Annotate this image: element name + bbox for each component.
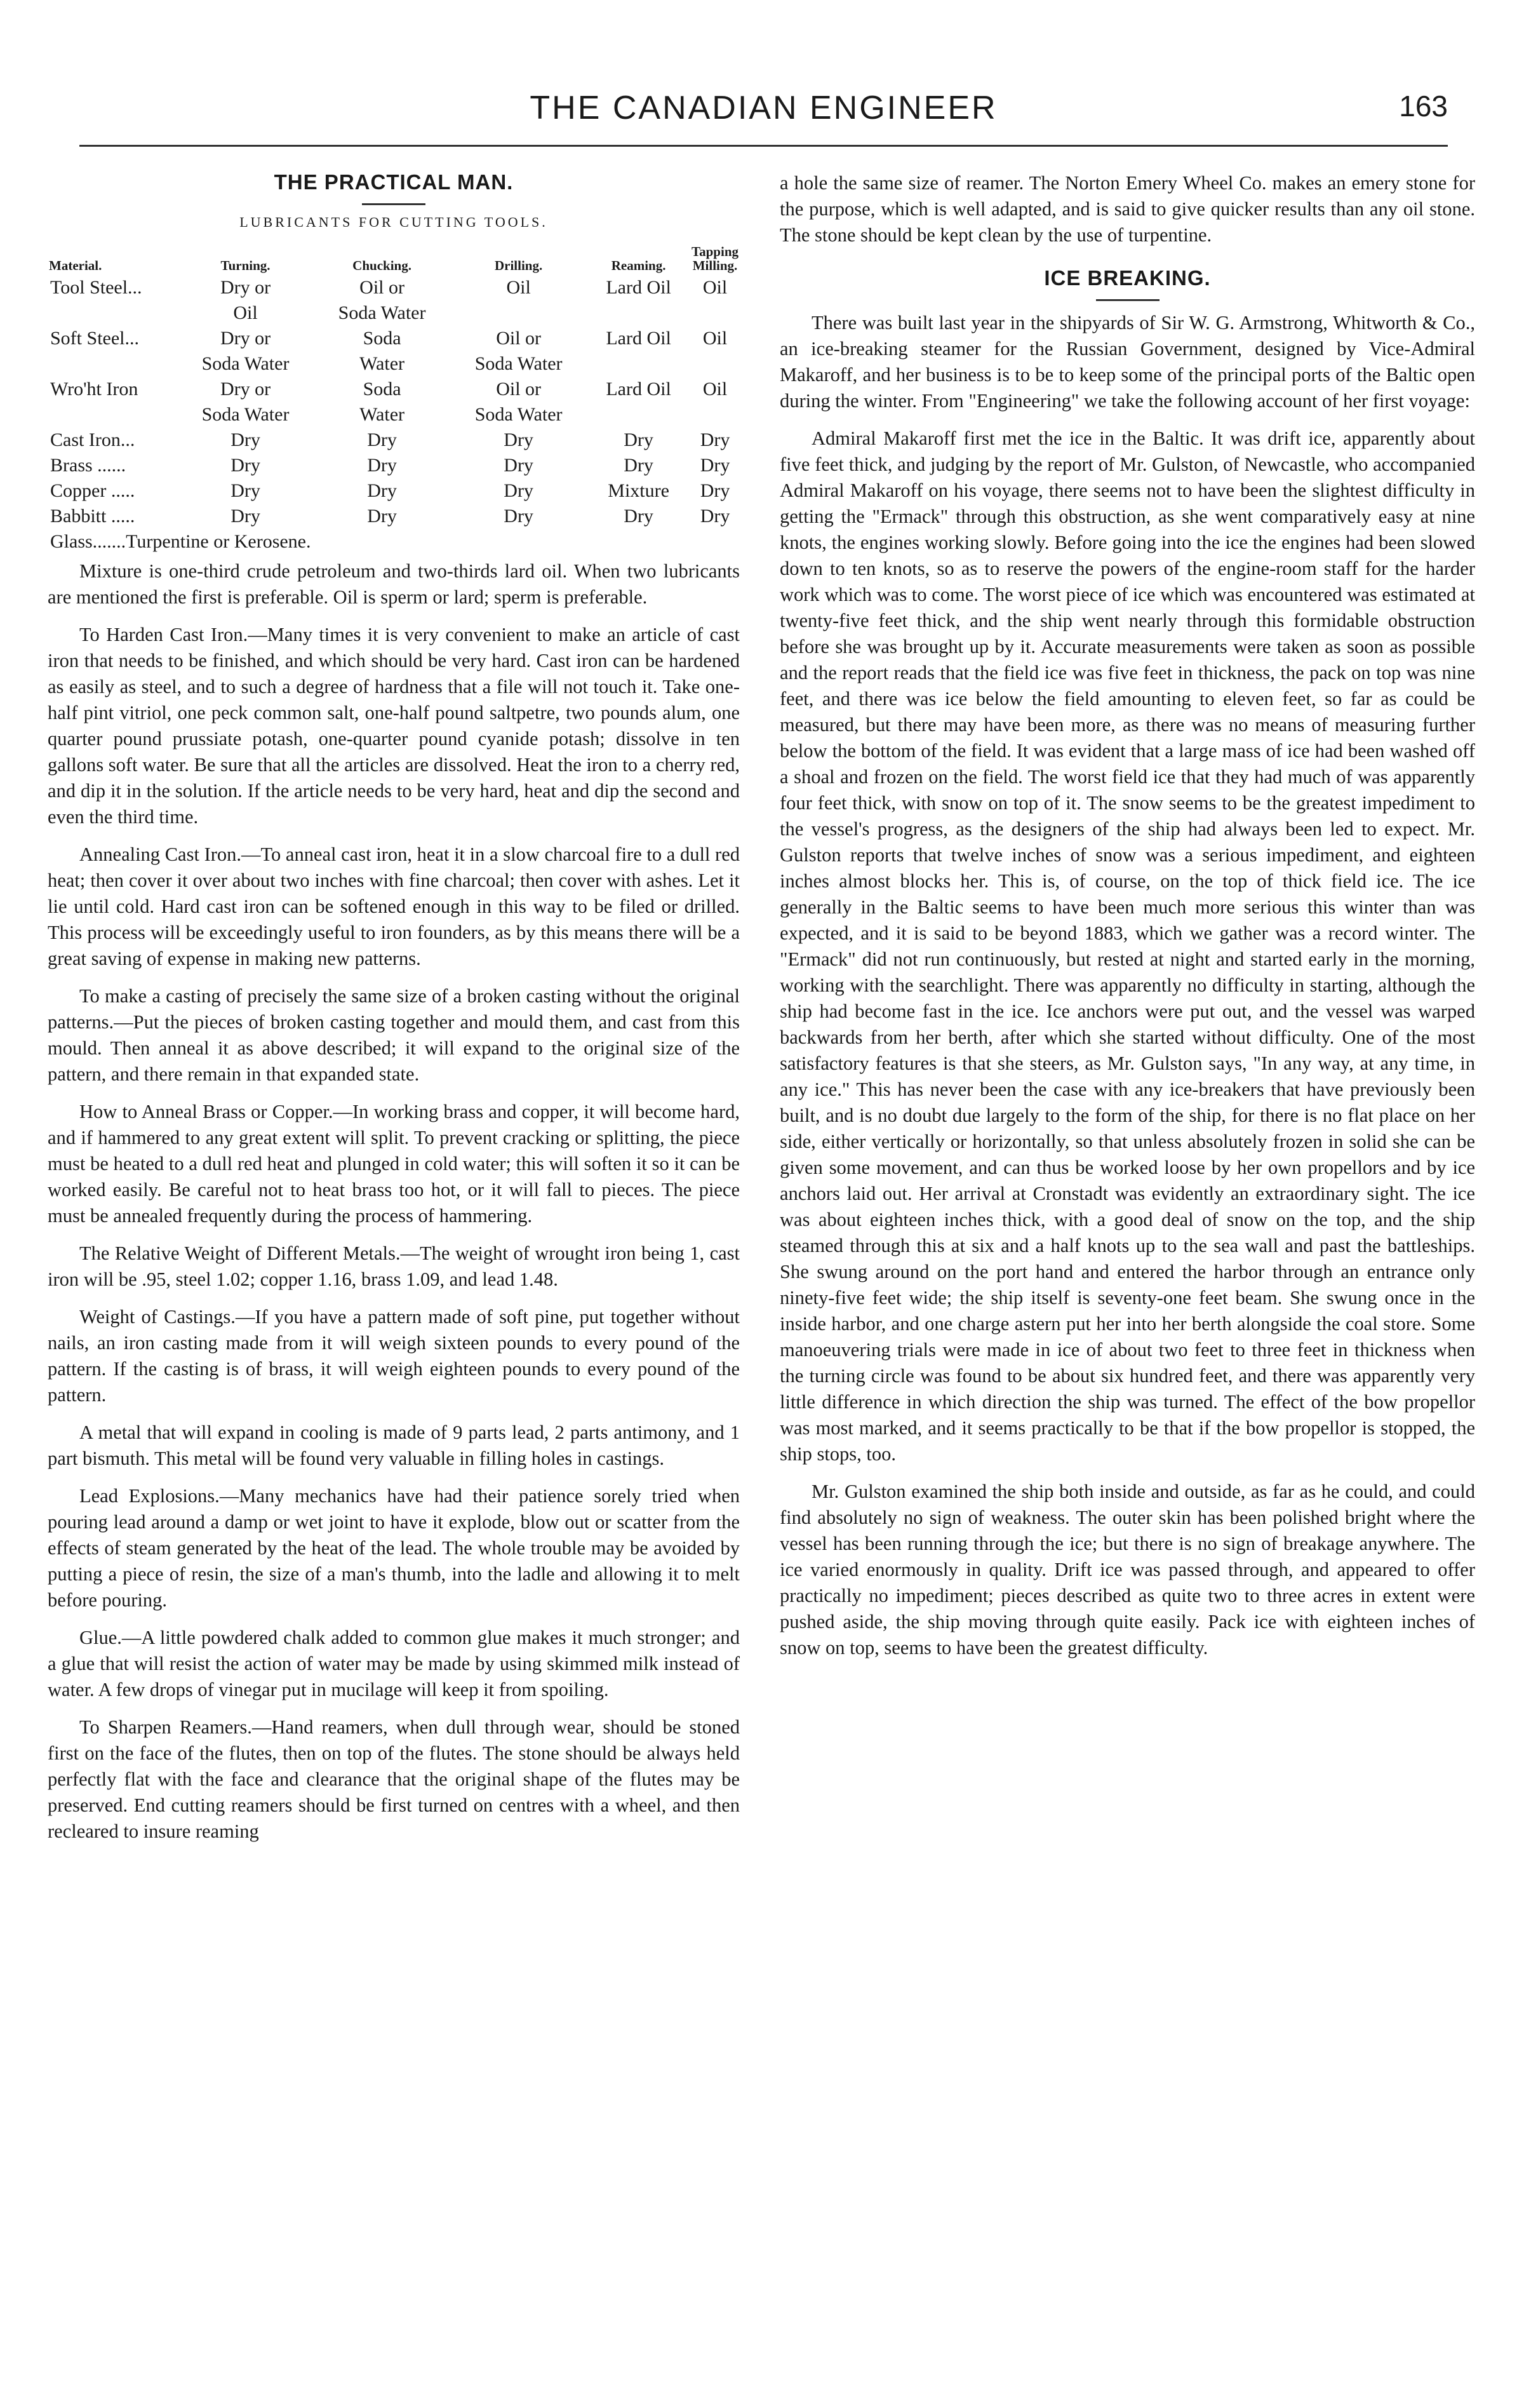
column-header: Reaming. [611, 258, 666, 273]
chucking-cell [314, 427, 450, 453]
table-row [48, 427, 740, 453]
paragraph: Glue.—A little powdered chalk added to common glue makes it much stronger; and a glue that will resist the action of water may be made by using skimmed milk instead of water. A few drops of vinegar put in mucilage will keep it from spoiling. [48, 1627, 740, 1700]
chucking-line: Dry [367, 429, 397, 450]
column-header: Material. [49, 258, 102, 273]
chucking-line: Soda Water [338, 302, 426, 323]
reaming-cell: Lard Oil [606, 328, 671, 349]
page-number: 163 [1399, 90, 1448, 123]
drilling-line: Oil or [496, 328, 542, 349]
material-cell: Brass ...... [50, 455, 126, 476]
reaming-cell: Mixture [608, 480, 669, 501]
turning-line: Dry or [220, 277, 271, 298]
table-row [48, 275, 740, 326]
table-row [48, 453, 740, 478]
material-cell: Soft Steel... [50, 328, 139, 349]
table-row [48, 504, 740, 529]
tapping-cell: Oil [702, 277, 728, 298]
drilling-line: Dry [504, 455, 533, 476]
paragraph: A metal that will expand in cooling is made of 9 parts lead, 2 parts antimony, and 1 part bismuth. This metal will be found very valuable in filling holes in castings. [48, 1422, 740, 1469]
tapping-cell: Dry [700, 455, 730, 476]
drilling-line: Soda Water [474, 353, 563, 374]
turning-cell [177, 377, 314, 427]
turning-cell [177, 478, 314, 504]
paragraph: To make a casting of precisely the same size of a broken casting without the original patterns.—Put the pieces of broken casting together and mould them, and cast from this mould. Then anneal it as above described; it will expand to the original size of the pattern, and there remain in that expanded state. [48, 985, 740, 1085]
chucking-line: Soda [363, 328, 401, 349]
material-cell: Copper ..... [50, 480, 135, 501]
chucking-cell [314, 453, 450, 478]
reaming-cell: Dry [624, 506, 653, 527]
page-header [79, 89, 1448, 147]
chucking-line: Dry [367, 480, 397, 501]
column-header: Drilling. [494, 258, 543, 273]
reaming-cell: Dry [624, 455, 653, 476]
turning-line: Oil [233, 302, 258, 323]
turning-cell [177, 453, 314, 478]
chucking-cell [314, 275, 450, 326]
turning-line: Dry or [220, 379, 271, 400]
table-title: LUBRICANTS FOR CUTTING TOOLS. [239, 214, 548, 230]
continuation-paragraph: a hole the same size of reamer. The Norton Emery Wheel Co. makes an emery stone for the purpose, which is well adapted, and is said to give quicker results than any oil stone. The stone should be kept clean by the use of turpentine. [780, 172, 1475, 246]
journal-title: THE CANADIAN ENGINEER [530, 90, 998, 126]
paragraph: Mr. Gulston examined the ship both inside and outside, as far as he could, and could find absolutely no sign of weakness. The outer skin has been polished bright where the vessel has been running through the ice; but there is no sign of breakage anywhere. The ice varied enormously in quality. Drift ice was passed through, and appeared to offer practically no impediment; pieces described as quite two to three acres in extent were pushed aside, the ship moving through quite easily. Pack ice with eighteen inches of snow on top, seems to have been the greatest difficulty. [780, 1481, 1475, 1658]
chucking-line: Dry [367, 506, 397, 527]
column-header: Tapping Milling. [692, 244, 739, 273]
lubricants-table [48, 245, 740, 555]
drilling-line: Oil or [496, 379, 542, 400]
chucking-line: Water [359, 404, 404, 425]
column-header: Chucking. [352, 258, 411, 273]
glass-row-cell: Glass.......Turpentine or Kerosene. [50, 531, 311, 552]
reaming-cell: Lard Oil [606, 379, 671, 400]
turning-line: Dry [231, 455, 260, 476]
paragraph: Admiral Makaroff first met the ice in the Baltic. It was drift ice, apparently about five feet thick, and judging by the report of Mr. Gulston, of Newcastle, who accompanied Admiral Makaroff on his voyage, there seems not to have been the slightest difficulty in getting the "Ermack" through this obstruction, as she went comparatively easy at nine knots, the engines working slowly. Before going into the ice the engines had been slowed down to ten knots, so as to reserve the powers of the engine-room staff for the harder work which was to come. The worst piece of ice which was encountered was estimated at twenty-five feet thick, and the ship went nearly through this formidable obstruction before she was brought up by it. Accurate measurements were taken as soon as possible and the report reads that the field ice was five feet in thickness, the pack on top was nine feet, and there was ice below the field amounting to eleven feet, so far as could be measured, but there may have been more, as there was no means of measuring further below the bottom of the field. It was evident that a large mass of ice had been washed off a shoal and frozen on the field. The worst field ice that they had much of was apparently four feet thick, with snow on top of it. The snow seems to be the greatest impediment to the vessel's progress, as the designers of the ship had always been led to expect. Mr. Gulston reports that twelve inches of snow was a serious impediment, and eighteen inches almost blocks her. This is, of course, on the top of thick field ice. The ice generally in the Baltic seems to have been much more serious this winter than was expected, and it is said to be beyond 1883, which we gather was a record winter. The "Ermack" did not run continuously, but rested at night and started early in the morning, working with the searchlight. There was apparently no difficulty in starting, although the ship had become fast in the ice. Ice anchors were put out, and the vessel was warped backwards from her berth, after which she started without difficulty. One of the most satisfactory features is that she steers, as Mr. Gulston says, "In any way, at any time, in any ice." This has never been the case with any ice-breakers that have previously been built, and is no doubt due largely to the form of the ship, for there is no flat place on her side, either vertically or horizontally, so that unless absolutely frozen in solid she can be given some movement, and can thus be worked loose by her own propellors and by ice anchors laid out. Her arrival at Cronstadt was evidently an extraordinary sight. The ice was about eighteen inches thick, with a good deal of snow on the top, and the ship steamed through this at six and a half knots up to the sea wall and past the battleships. She swung around on the port hand and entered the harbor through an entrance only ninety-five feet wide; the ship itself is seventy-one feet beam. She swung once in the inside harbor, and one charge astern put her into her berth alongside the coal store. Some manoeuvering trials were made in ice of about two feet to three feet in thickness when the turning circle was found to be about six hundred feet, and there was apparently very little difference in which direction the ship was turned. The effect of the bow propellor was most marked, and it seems practically to be that if the bow propellor is stopped, the ship stops, too. [780, 427, 1475, 1465]
turning-cell [177, 504, 314, 529]
drilling-line: Oil [506, 277, 531, 298]
left-column [48, 170, 740, 1856]
table-row [48, 377, 740, 427]
column-header: Turning. [220, 258, 271, 273]
paragraph: To Sharpen Reamers.—Hand reamers, when dull through wear, should be stoned first on the face of the flutes, then on top of the flutes. The stone should be always held perfectly flat with the face and clearance that the original shape of the flutes may be preserved. End cutting reamers should be first turned on centres with a wheel, and then recleared to insure reaming [48, 1716, 740, 1842]
right-column [780, 170, 1475, 1672]
paragraph: Lead Explosions.—Many mechanics have had their patience sorely tried when pouring lead around a damp or wet joint to have it explode, blow out or scatter from the effects of steam generated by the heat of the lead. The whole trouble may be avoided by putting a piece of resin, the size of a man's thumb, into the ladle and allowing it to melt before pouring. [48, 1485, 740, 1611]
reaming-cell: Lard Oil [606, 277, 671, 298]
turning-line: Dry [231, 480, 260, 501]
chucking-cell [314, 478, 450, 504]
tapping-cell: Dry [700, 480, 730, 501]
turning-cell [177, 326, 314, 377]
table-row-glass [48, 529, 740, 555]
turning-line: Dry [231, 429, 260, 450]
turning-line: Dry [231, 506, 260, 527]
left-paragraphs [48, 558, 740, 1845]
section-title-practical-man: THE PRACTICAL MAN. [274, 170, 514, 194]
paragraph: How to Anneal Brass or Copper.—In working brass and copper, it will become hard, and if hammered to any great extent will split. To prevent cracking or splitting, the piece must be heated to a dull red heat and plunged in cold water; this will soften it so it can be worked easily. Be careful not to heat brass too hot, or it will fall to pieces. The piece must be annealed frequently during the process of hammering. [48, 1101, 740, 1227]
table-row [48, 478, 740, 504]
turning-cell [177, 427, 314, 453]
turning-line: Dry or [220, 328, 271, 349]
chucking-line: Oil or [359, 277, 404, 298]
drilling-cell [450, 427, 587, 453]
drilling-cell [450, 504, 587, 529]
table-header-row [48, 245, 740, 275]
section-title-ice-breaking: ICE BREAKING. [1044, 266, 1211, 290]
drilling-cell [450, 326, 587, 377]
drilling-line: Dry [504, 429, 533, 450]
title-rule [1096, 299, 1160, 301]
title-rule [362, 203, 425, 205]
drilling-line: Soda Water [474, 404, 563, 425]
paragraph: Weight of Castings.—If you have a pattern made of soft pine, put together without nails, an iron casting made from it will weigh sixteen pounds to every pound of the pattern. If the casting is of brass, it will weigh eighteen pounds to every pound of the pattern. [48, 1306, 740, 1406]
turning-cell [177, 275, 314, 326]
drilling-line: Dry [504, 480, 533, 501]
chucking-cell [314, 504, 450, 529]
tapping-cell: Oil [702, 328, 728, 349]
right-paragraphs [780, 310, 1475, 1661]
material-cell: Cast Iron... [50, 429, 135, 450]
table-row [48, 326, 740, 377]
material-cell: Wro'ht Iron [50, 379, 138, 400]
chucking-cell [314, 326, 450, 377]
header-rule [79, 145, 1448, 147]
paragraph: Annealing Cast Iron.—To anneal cast iron, heat it in a slow charcoal fire to a dull red heat; then cover it over about two inches with fine charcoal; then cover with ashes. Let it lie until cold. Hard cast iron can be softened enough in this way to be filed or drilled. This process will be exceedingly useful to iron founders, as by this means there will be a great saving of expense in making new patterns. [48, 844, 740, 969]
turning-line: Soda Water [201, 404, 290, 425]
turning-line: Soda Water [201, 353, 290, 374]
paragraph: The Relative Weight of Different Metals.—The weight of wrought iron being 1, cast iron will be .95, steel 1.02; copper 1.16, brass 1.09, and lead 1.48. [48, 1242, 740, 1290]
tapping-cell: Oil [702, 379, 728, 400]
reaming-cell: Dry [624, 429, 653, 450]
table-body [48, 275, 740, 555]
drilling-cell [450, 453, 587, 478]
tapping-cell: Dry [700, 506, 730, 527]
chucking-line: Dry [367, 455, 397, 476]
drilling-line: Dry [504, 506, 533, 527]
drilling-cell [450, 275, 587, 326]
chucking-line: Soda [363, 379, 401, 400]
drilling-cell [450, 377, 587, 427]
drilling-cell [450, 478, 587, 504]
paragraph: There was built last year in the shipyards of Sir W. G. Armstrong, Whitworth & Co., an ice-breaking steamer for the Russian Government, designed by Vice-Admiral Makaroff, and her business is to be to keep some of the principal ports of the Baltic open during the winter. From "Engineering" we take the following account of her first voyage: [780, 312, 1475, 412]
paragraph: Mixture is one-third crude petroleum and two-thirds lard oil. When two lubricants are mentioned the first is preferable. Oil is sperm or lard; sperm is preferable. [48, 560, 740, 608]
chucking-line: Water [359, 353, 404, 374]
paragraph: To Harden Cast Iron.—Many times it is very convenient to make an article of cast iron that needs to be finished, and which should be very hard. Cast iron can be hardened as easily as steel, and to such a degree of hardness that a file will not touch it. Take one-half pint vitriol, one peck common salt, one-half pound saltpetre, two pounds alum, one quarter pound prussiate potash, one-quarter pound cyanide potash; dissolve in ten gallons soft water. Be sure that all the articles are dissolved. Heat the iron to a cherry red, and dip it in the solution. If the article needs to be very hard, heat and dip the second and even the third time. [48, 624, 740, 828]
material-cell: Babbitt ..... [50, 506, 135, 527]
tapping-cell: Dry [700, 429, 730, 450]
chucking-cell [314, 377, 450, 427]
material-cell: Tool Steel... [50, 277, 142, 298]
